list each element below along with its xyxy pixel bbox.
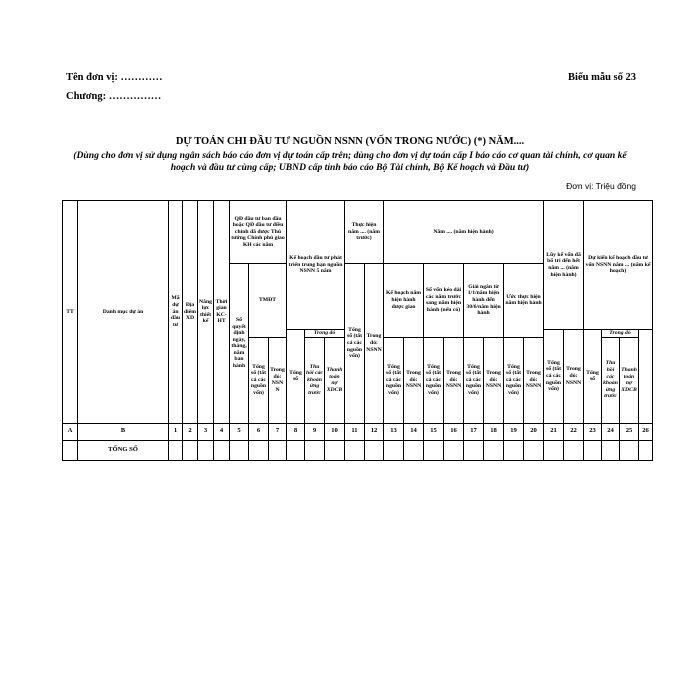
total-cell — [249, 440, 269, 460]
column-number-cell: 15 — [424, 423, 444, 440]
column-number-cell: 19 — [504, 423, 524, 440]
total-cell — [287, 440, 305, 460]
header-row-1 — [63, 201, 653, 264]
total-cell — [345, 440, 365, 460]
column-number-cell: B — [78, 423, 169, 440]
kh-thanh-toan: Thanh toán nợ XDCB — [325, 337, 345, 423]
column-number-cell: 5 — [230, 423, 249, 440]
giai-ngan-nsnn: Trong đó: NSNN — [484, 337, 504, 423]
total-cell — [230, 440, 249, 460]
column-number-cell: 23 — [584, 423, 602, 440]
total-cell — [169, 440, 183, 460]
total-cell — [584, 440, 602, 460]
total-cell — [325, 440, 345, 460]
kh-giao-header: Kế hoạch năm hiện hành được giao — [384, 264, 424, 338]
unit-name: Tên đơn vị: ………… — [66, 72, 163, 83]
uoc-thuc-hien-nsnn: Trong đó: NSNN — [524, 337, 544, 423]
luy-ke-nsnn: Trong đó: NSNN — [564, 330, 584, 424]
total-row — [63, 440, 653, 460]
document-subtitle: (Dùng cho đơn vị sử dụng ngân sách báo cáo đơn vị dự toán cấp trên; dùng cho đơn vị dự toán cấp I báo cáo cơ quan tài chính, cơ quan kế hoạch và đầu tư cùng cấp; UBND cấp tỉnh báo cáo Bộ Tài chính, Bộ Kế hoạch và Đầu tư) — [73, 150, 627, 173]
kh-total: Tổng số — [287, 330, 305, 424]
column-number-cell: 13 — [384, 423, 404, 440]
column-number-cell: 11 — [345, 423, 365, 440]
kh-trong-do: Trong đó — [305, 330, 345, 338]
kh-group-header: Kế hoạch đầu tư phát triển trung hạn nguồn NSNN 5 năm — [287, 201, 345, 330]
col-capacity: Năng lực thiết kế — [198, 201, 214, 424]
von-keo-dai-header: Số vốn kéo dài các năm trước sang năm hiện hành (nếu có) — [424, 264, 464, 338]
luy-ke-total: Tổng số (tất cả các nguồn vốn) — [544, 330, 564, 424]
total-cell — [404, 440, 424, 460]
chapter: Chương: …………… — [66, 91, 162, 102]
col-project-code: Mã dự án đầu tư — [169, 201, 183, 424]
von-keo-dai-total: Tổng số (tất cả các nguồn vốn) — [424, 337, 444, 423]
column-number-cell: 1 — [169, 423, 183, 440]
total-cell — [183, 440, 198, 460]
form-number: Biểu mẫu số 23 — [568, 72, 636, 83]
column-number-cell: 14 — [404, 423, 424, 440]
uoc-thuc-hien-total: Tổng số (tất cả các nguồn vốn) — [504, 337, 524, 423]
tmdt-header: TMĐT — [249, 264, 287, 338]
column-number-row — [63, 423, 653, 440]
du-kien-thu-hoi: Thu hồi các khoản ứng trước — [602, 337, 620, 423]
kh-thu-hoi: Thu hồi các khoản ứng trước — [305, 337, 325, 423]
kh-giao-total: Tổng số (tất cả các nguồn vốn) — [384, 337, 404, 423]
total-cell — [444, 440, 464, 460]
unit-label: Đơn vị: Triệu đồng — [566, 181, 636, 191]
thuc-hien-header: Thực hiện năm .... (năm trước) — [345, 201, 384, 264]
total-cell — [484, 440, 504, 460]
column-number-cell: 25 — [620, 423, 639, 440]
total-cell — [424, 440, 444, 460]
budget-table — [62, 200, 653, 461]
column-number-cell: A — [63, 423, 78, 440]
total-cell — [564, 440, 584, 460]
uoc-thuc-hien-header: Ước thực hiện năm hiện hành — [504, 264, 544, 338]
total-cell — [544, 440, 564, 460]
total-cell — [198, 440, 214, 460]
total-cell — [464, 440, 484, 460]
von-keo-dai-nsnn: Trong đó: NSNN — [444, 337, 464, 423]
tmdt-total: Tổng số (tất cả các nguồn vốn) — [249, 337, 269, 423]
col-tt: TT — [63, 201, 78, 424]
du-kien-header: Dự kiến kế hoạch đầu tư vốn NSNN năm ... (năm kế hoạch) — [584, 201, 653, 330]
document-title: DỰ TOÁN CHI ĐẦU TƯ NGUỒN NSNN (VỐN TRONG NƯỚC) (*) NĂM.... — [175, 136, 525, 147]
column-number-cell: 2 — [183, 423, 198, 440]
column-number-cell: 17 — [464, 423, 484, 440]
column-number-cell: 7 — [269, 423, 287, 440]
du-kien-thanh-toan: Thanh toán nợ XDCB — [620, 337, 639, 423]
column-number-cell: 8 — [287, 423, 305, 440]
col-location: Địa điểm XD — [183, 201, 198, 424]
giai-ngan-total: Tổng số (tất cả các nguồn vốn) — [464, 337, 484, 423]
total-cell — [305, 440, 325, 460]
total-cell — [365, 440, 384, 460]
total-cell — [214, 440, 230, 460]
column-number-cell: 18 — [484, 423, 504, 440]
kh-giao-nsnn: Trong đó: NSNN — [404, 337, 424, 423]
column-number-cell: 6 — [249, 423, 269, 440]
total-cell — [620, 440, 639, 460]
qd-decision-header: Số quyết định ngày, tháng, năm ban hành — [230, 264, 249, 424]
total-cell — [384, 440, 404, 460]
total-label: TỔNG SỐ — [78, 440, 169, 460]
luy-ke-header: Lũy kế vốn đã bố trí đến hết năm ... (năm hiện hành) — [544, 201, 584, 330]
nam-hien-hanh-header: Năm .... (năm hiện hành) — [384, 201, 544, 264]
column-number-cell: 16 — [444, 423, 464, 440]
column-number-cell: 21 — [544, 423, 564, 440]
total-cell — [504, 440, 524, 460]
thuc-hien-total: Tổng số (tất cả các nguồn vốn) — [345, 264, 365, 424]
col-time: Thời gian KC-HT — [214, 201, 230, 424]
tmdt-nsnn: Trong đó: NSNN — [269, 337, 287, 423]
total-cell — [602, 440, 620, 460]
column-number-cell: 10 — [325, 423, 345, 440]
column-number-cell: 4 — [214, 423, 230, 440]
total-tt-cell — [63, 440, 78, 460]
column-number-cell: 3 — [198, 423, 214, 440]
qd-group-header: QĐ đầu tư ban đầu hoặc QĐ đầu tư điều chỉnh đã được Thủ tướng Chính phủ giao KH các năm — [230, 201, 287, 264]
total-cell — [524, 440, 544, 460]
column-number-cell: 24 — [602, 423, 620, 440]
col-project-list: Danh mục dự án — [78, 201, 169, 424]
column-number-cell: 22 — [564, 423, 584, 440]
column-number-cell: 26 — [639, 423, 653, 440]
total-cell — [269, 440, 287, 460]
du-kien-trong-do: Trong đó — [602, 330, 639, 338]
column-number-cell: 20 — [524, 423, 544, 440]
du-kien-total: Tổng số — [584, 330, 602, 424]
thuc-hien-nsnn: Trong đó: NSNN — [365, 264, 384, 424]
column-number-cell: 12 — [365, 423, 384, 440]
column-number-cell: 9 — [305, 423, 325, 440]
giai-ngan-header: Giải ngân từ 1/1/năm hiện hành đến 30/6/năm hiện hành — [464, 264, 504, 338]
total-cell — [639, 440, 653, 460]
